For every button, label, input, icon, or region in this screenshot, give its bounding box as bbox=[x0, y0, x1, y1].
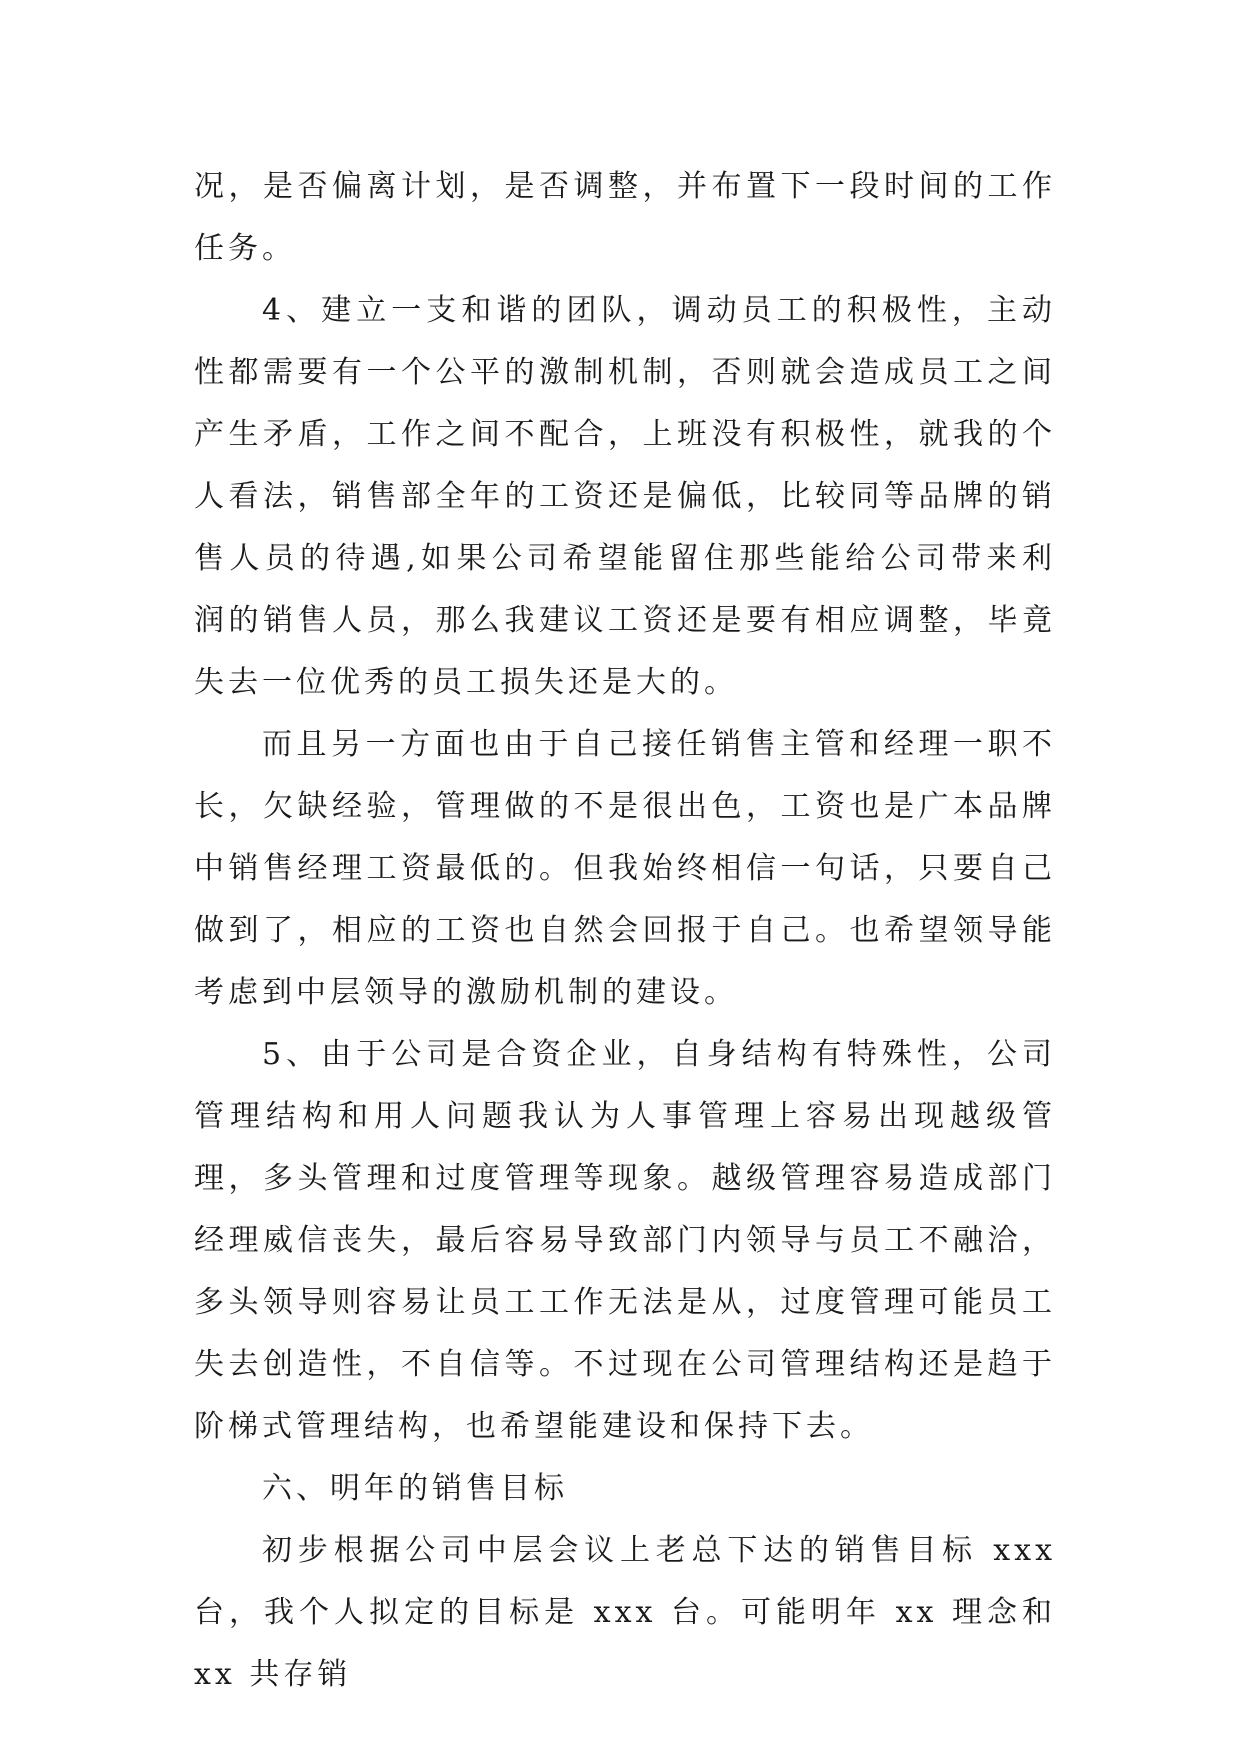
section-heading: 六、明年的销售目标 bbox=[262, 1471, 568, 1506]
paragraph-2: 4、建立一支和谐的团队，调动员工的积极性，主动性都需要有一个公平的激制机制，否则就会造成员工之间产生矛盾，工作之间不配合，上班没有积极性，就我的个人看法，销售部全年的工资还是偏低，比较同等品牌的销售人员的待遇,如果公司希望能留住那些能给公司带来利润的销售人员，那么我建议工资还是要有相应调整，毕竟失去一位优秀的员工损失还是大的。 bbox=[194, 293, 1056, 700]
paragraph-4: 5、由于公司是合资企业，自身结构有特殊性，公司管理结构和用人问题我认为人事管理上容易出现越级管理，多头管理和过度管理等现象。越级管理容易造成部门经理威信丧失，最后容易导致部门内领导与员工不融洽，多头领导则容易让员工工作无法是从，过度管理可能员工失去创造性，不自信等。不过现在公司管理结构还是趋于阶梯式管理结构，也希望能建设和保持下去。 bbox=[194, 1037, 1056, 1444]
paragraph-3: 而且另一方面也由于自己接任销售主管和经理一职不长，欠缺经验，管理做的不是很出色，工资也是广本品牌中销售经理工资最低的。但我始终相信一句话，只要自己做到了，相应的工资也自然会回报于自己。也希望领导能考虑到中层领导的激励机制的建设。 bbox=[194, 727, 1056, 1010]
document-body bbox=[194, 156, 1056, 1706]
paragraph-1: 况，是否偏离计划，是否调整，并布置下一段时间的工作任务。 bbox=[194, 169, 1056, 266]
paragraph-5: 初步根据公司中层会议上老总下达的销售目标 xxx 台，我个人拟定的目标是 xxx 台。可能明年 xx 理念和 xx 共存销 bbox=[194, 1533, 1056, 1692]
